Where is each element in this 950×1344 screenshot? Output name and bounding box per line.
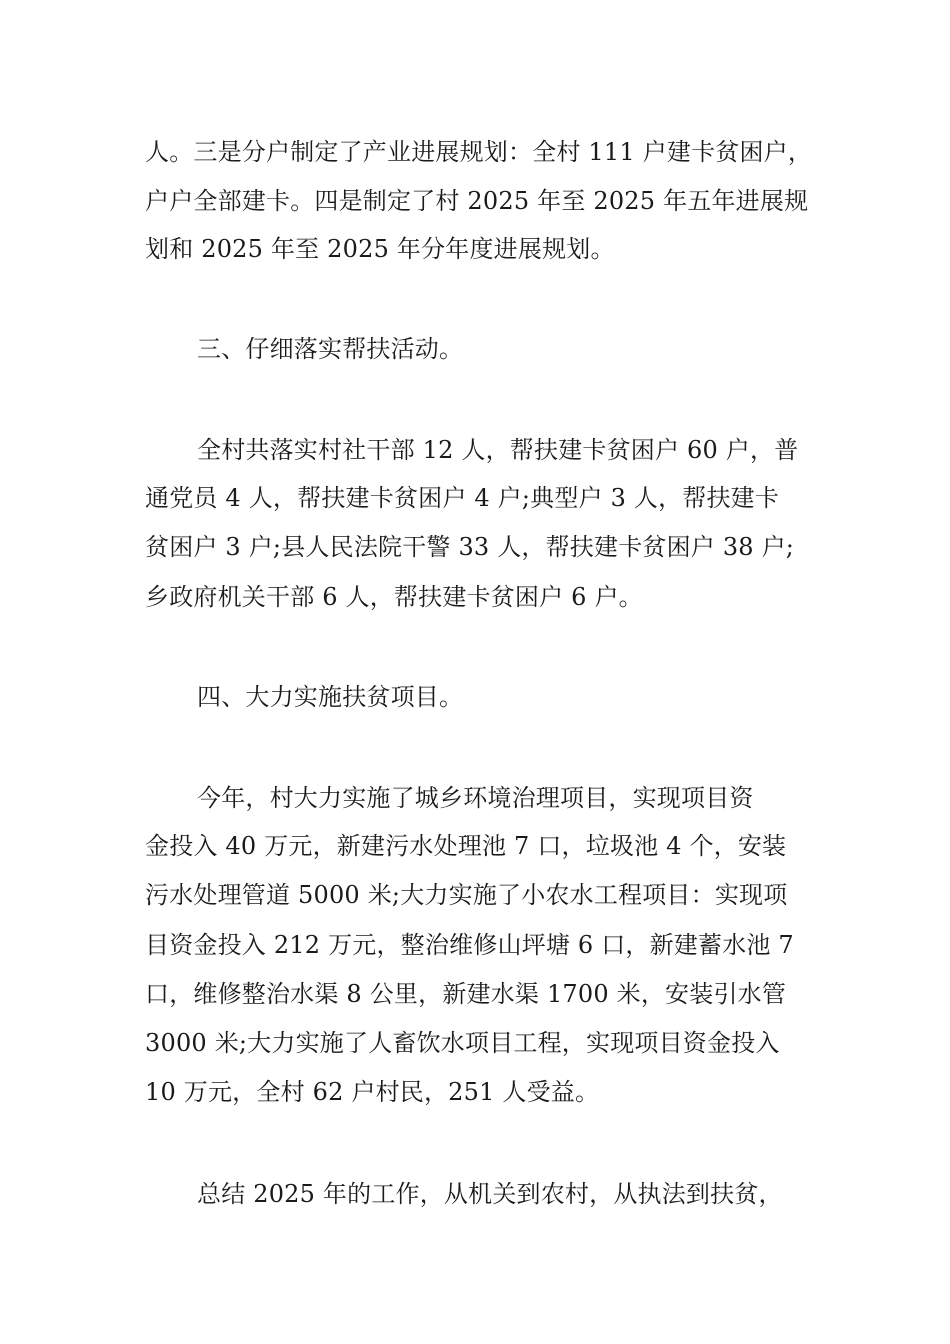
paragraph-1-line-3: 划和 2025 年至 2025 年分年度进展规划。 <box>145 235 615 263</box>
paragraph-3-line-5: 口，维修整治水渠 8 公里，新建水渠 1700 米，安装引水管 <box>145 980 787 1008</box>
paragraph-3-line-1: 今年，村大力实施了城乡环境治理项目，实现项目资 <box>197 784 754 812</box>
paragraph-4-line-1: 总结 2025 年的工作，从机关到农村，从执法到扶贫， <box>197 1180 783 1208</box>
paragraph-3-line-6: 3000 米;大力实施了人畜饮水项目工程，实现项目资金投入 <box>145 1029 780 1057</box>
paragraph-3-line-7: 10 万元，全村 62 户村民，251 人受益。 <box>145 1078 600 1106</box>
paragraph-2-line-2: 通党员 4 人，帮扶建卡贫困户 4 户;典型户 3 人，帮扶建卡 <box>145 484 780 512</box>
paragraph-1-line-2: 户户全部建卡。四是制定了村 2025 年至 2025 年五年进展规 <box>145 187 809 215</box>
section-heading-3: 三、仔细落实帮扶活动。 <box>197 335 464 363</box>
paragraph-3-line-3: 污水处理管道 5000 米;大力实施了小农水工程项目：实现项 <box>145 881 788 909</box>
paragraph-2-line-3: 贫困户 3 户;县人民法院干警 33 人，帮扶建卡贫困户 38 户; <box>145 533 795 561</box>
paragraph-2-line-1: 全村共落实村社干部 12 人，帮扶建卡贫困户 60 户，普 <box>197 436 799 464</box>
paragraph-3-line-2: 金投入 40 万元，新建污水处理池 7 口，垃圾池 4 个，安装 <box>145 832 787 860</box>
paragraph-1-line-1: 人。三是分户制定了产业进展规划：全村 111 户建卡贫困户， <box>145 138 813 166</box>
section-heading-4: 四、大力实施扶贫项目。 <box>197 683 464 711</box>
paragraph-3-line-4: 目资金投入 212 万元，整治维修山坪塘 6 口，新建蓄水池 7 <box>145 931 794 959</box>
paragraph-2-line-4: 乡政府机关干部 6 人，帮扶建卡贫困户 6 户。 <box>145 583 643 611</box>
